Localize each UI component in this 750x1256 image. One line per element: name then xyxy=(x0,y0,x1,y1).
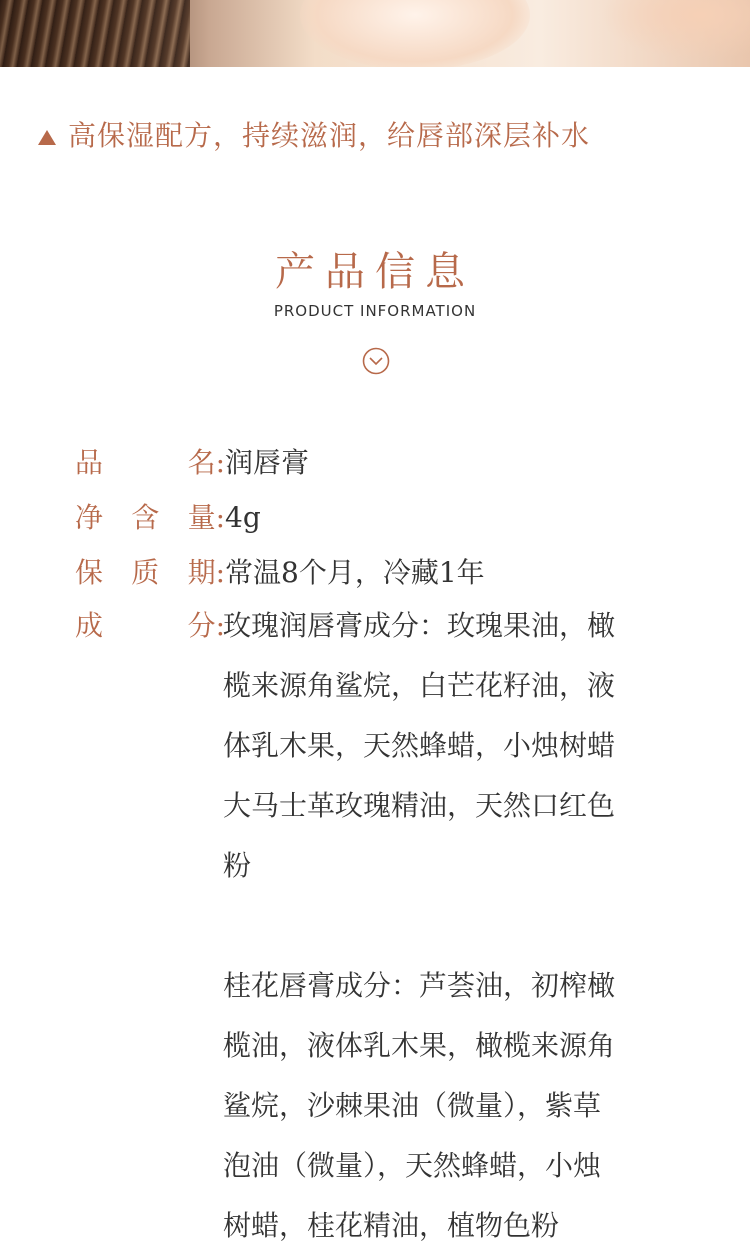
ingredient-line: 桂花唇膏成分：芦荟油，初榨橄 xyxy=(223,969,616,1002)
label-char: 名: xyxy=(187,446,225,479)
chevron-down-circle-icon xyxy=(362,347,390,375)
label-char: 含 xyxy=(131,501,160,534)
section-title: 产品信息 xyxy=(275,249,475,295)
info-row-ingredients xyxy=(75,603,225,649)
ingredient-line: 鲨烷，沙棘果油（微量），紫草 xyxy=(223,1089,602,1122)
ingredient-line: 体乳木果，天然蜂蜡，小烛树蜡 xyxy=(223,729,616,762)
label-char: 成 xyxy=(75,609,104,642)
name-label xyxy=(75,440,225,486)
ingredient-line: 大马士革玫瑰精油，天然口红色 xyxy=(223,789,616,822)
hero-image xyxy=(0,0,750,67)
tagline xyxy=(38,112,590,156)
label-char: 品 xyxy=(75,446,104,479)
ingredient-line: 榄油，液体乳木果，橄榄来源角 xyxy=(223,1029,616,1062)
name-value: 润唇膏 xyxy=(225,446,310,479)
info-row-net xyxy=(75,495,675,541)
label-char: 保 xyxy=(75,556,104,589)
net-label xyxy=(75,495,225,541)
hand-image-part xyxy=(300,0,530,67)
ingredient-line: 榄来源角鲨烷，白芒花籽油，液 xyxy=(223,669,616,702)
hair-image-part xyxy=(0,0,190,67)
shelf-label xyxy=(75,550,225,596)
section-subtitle: PRODUCT INFORMATION xyxy=(273,302,477,320)
label-char: 期: xyxy=(187,556,225,589)
info-row-name xyxy=(75,440,675,486)
info-row-shelf xyxy=(75,550,675,596)
triangle-icon xyxy=(38,130,56,145)
net-value: 4g xyxy=(225,501,261,534)
shelf-value: 常温8个月，冷藏1年 xyxy=(225,556,485,589)
ingredient-line: 泡油（微量），天然蜂蜡，小烛 xyxy=(223,1149,602,1182)
ingredient-line: 玫瑰润唇膏成分：玫瑰果油，橄 xyxy=(223,609,616,642)
ingredients-label xyxy=(75,603,225,649)
ingredient-line: 树蜡，桂花精油，植物色粉 xyxy=(223,1209,560,1242)
label-char: 净 xyxy=(75,501,104,534)
label-char: 分: xyxy=(187,609,225,642)
label-char: 质 xyxy=(131,556,160,589)
rose-ingredients xyxy=(223,596,673,896)
ingredient-line: 粉 xyxy=(223,849,252,882)
face-image-part xyxy=(600,0,750,60)
tagline-text: 高保湿配方，持续滋润，给唇部深层补水 xyxy=(68,119,591,152)
label-char: 量: xyxy=(187,501,225,534)
osmanthus-ingredients xyxy=(223,956,673,1256)
